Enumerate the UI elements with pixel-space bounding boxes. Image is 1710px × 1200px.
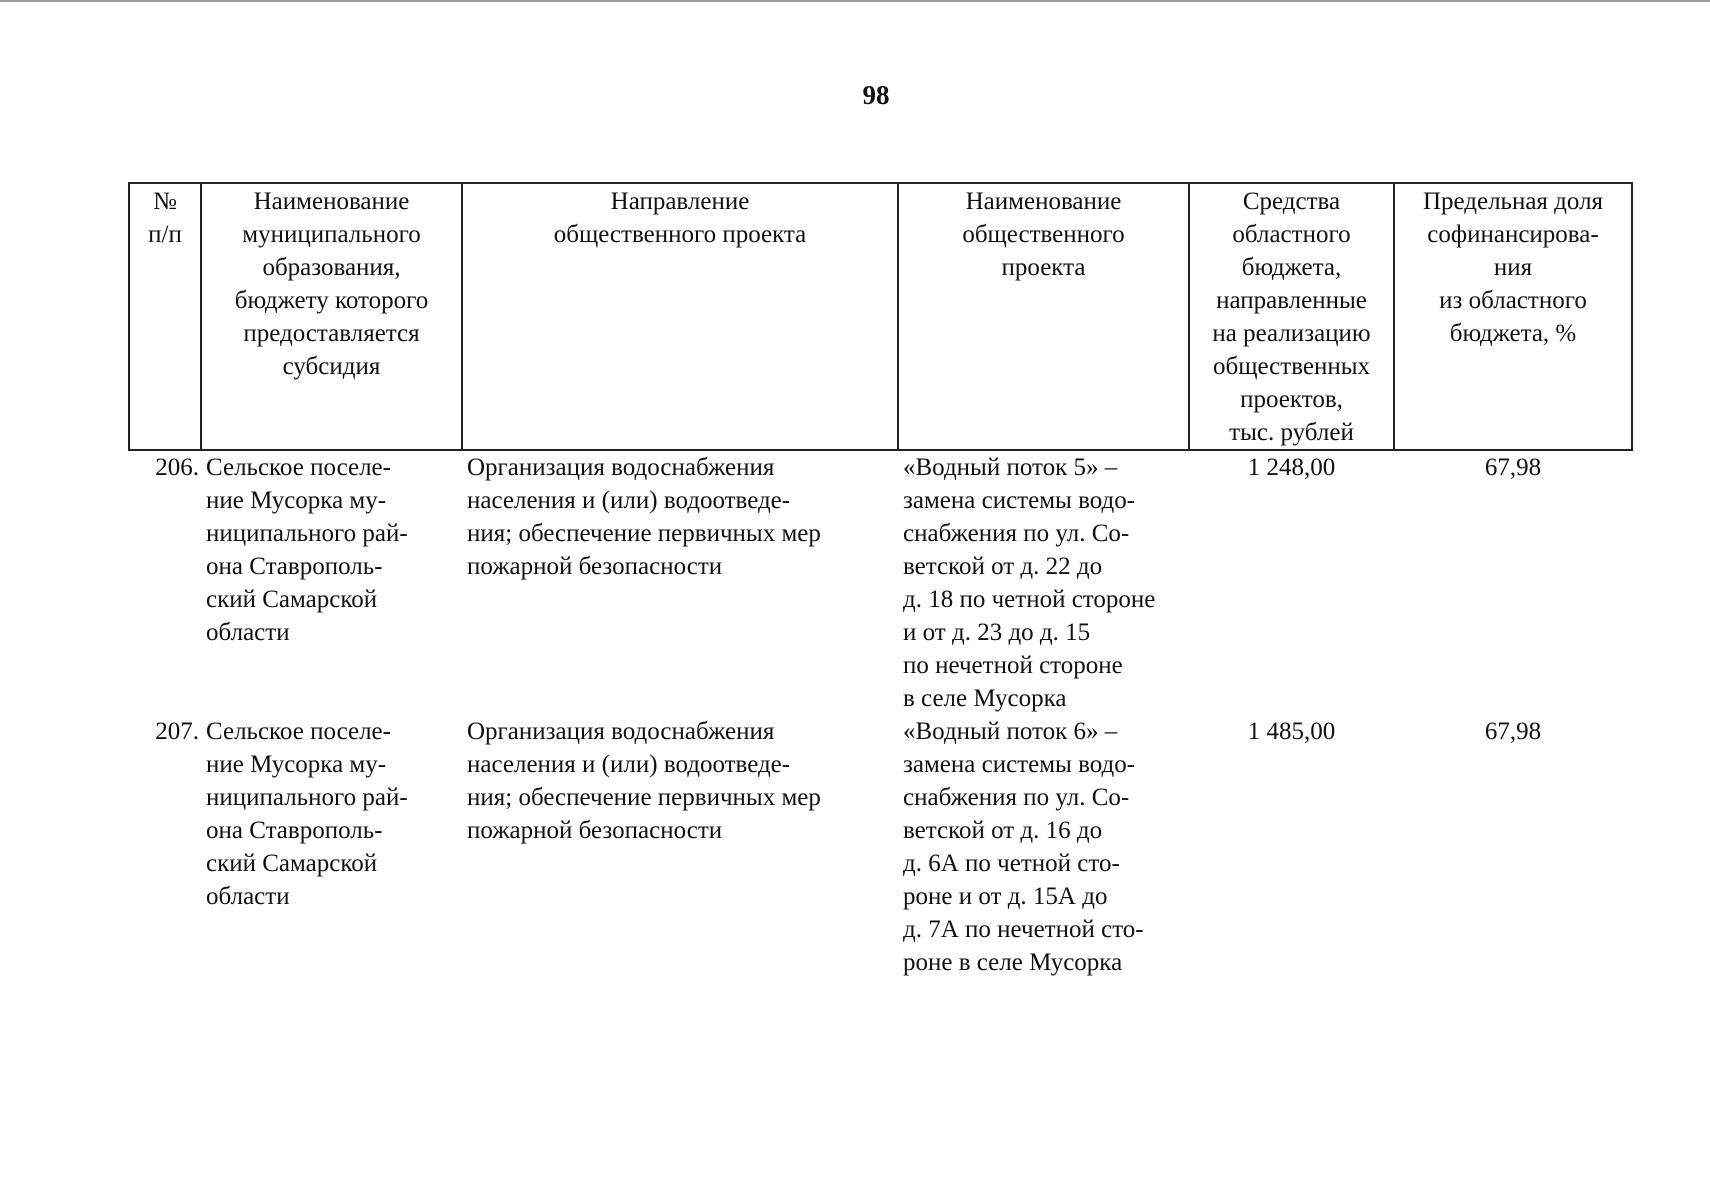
header-row [129,183,1632,450]
header-cofinancing-share: Предельная доля софинансирова- ния из областного бюджета, % [1394,183,1632,450]
row-cofinancing-share: 67,98 [1484,718,1542,745]
page-number: 98 [862,80,890,110]
row-municipality: Сельское поселе- ние Мусорка му- ниципального рай- она Ставрополь- ский Самарской области [206,454,408,646]
header-number: № п/п [129,183,201,450]
subsidy-table [128,182,1633,979]
header-municipality: Наименование муниципального образования, бюджету которого предоставляется субсидия [201,183,462,450]
top-border-line [0,0,1710,2]
row-municipality: Сельское поселе- ние Мусорка му- ниципального рай- она Ставрополь- ский Самарской области [206,718,408,910]
row-number: 206. [155,454,199,481]
row-cofinancing-share: 67,98 [1484,454,1542,481]
header-budget-funds: Средства областного бюджета, направленные на реализацию общественных проектов, тыс. рублей [1189,183,1394,450]
table-header [129,183,1632,450]
row-project-name: «Водный поток 5» – замена системы водо- снабжения по ул. Со- ветской от д. 22 до д. 18 по четной стороне и от д. 23 до д. 15 по нечетной стороне в селе Мусорка [903,454,1156,712]
row-direction: Организация водоснабжения населения и (или) водоотведе- ния; обеспечение первичных мер пожарной безопасности [467,718,821,844]
header-project-name: Наименование общественного проекта [898,183,1189,450]
table-body [129,450,1632,979]
row-number: 207. [155,718,199,745]
table-row [129,450,1632,715]
row-budget-funds: 1 485,00 [1247,718,1336,745]
row-direction: Организация водоснабжения населения и (или) водоотведе- ния; обеспечение первичных мер пожарной безопасности [467,454,821,580]
table-row [129,715,1632,979]
header-direction: Направление общественного проекта [462,183,898,450]
row-budget-funds: 1 248,00 [1247,454,1336,481]
row-project-name: «Водный поток 6» – замена системы водо- снабжения по ул. Со- ветской от д. 16 до д. 6А по четной сто- роне и от д. 15А до д. 7А по нечетной сто- роне в селе Мусорка [903,718,1144,976]
